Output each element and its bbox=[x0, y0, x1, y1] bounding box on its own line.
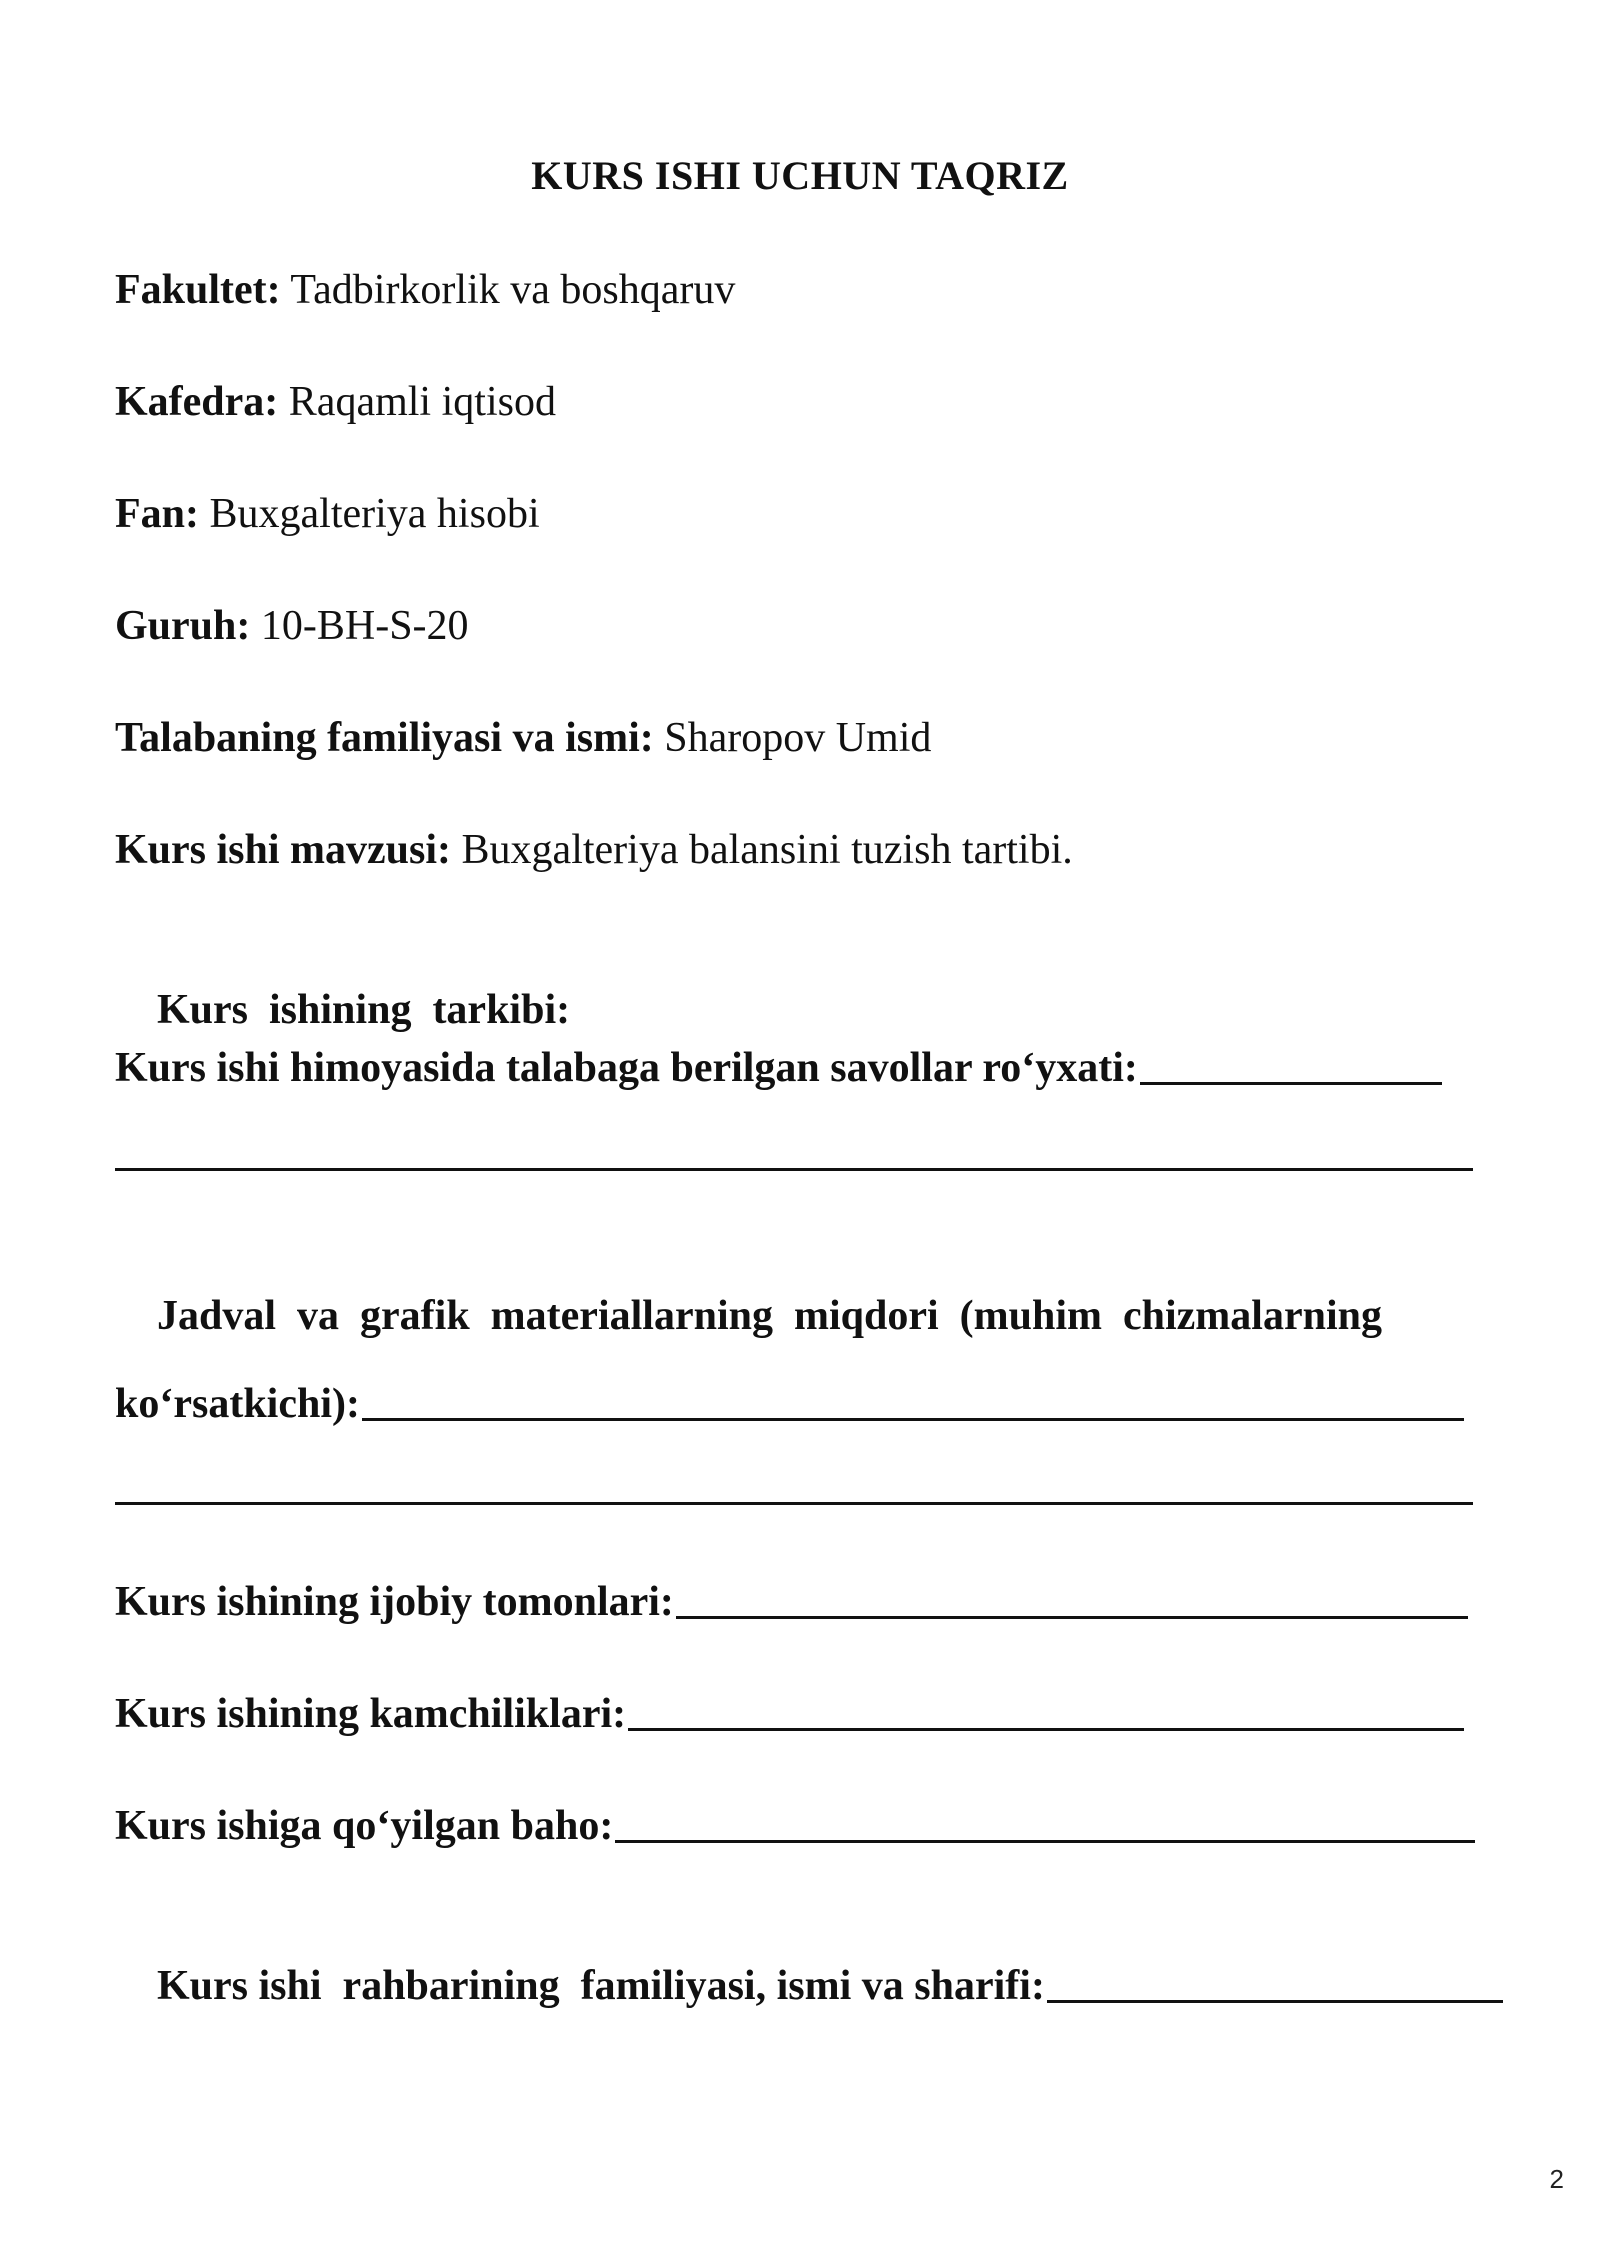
guruh-line bbox=[115, 602, 469, 650]
jadval-line-2 bbox=[115, 1380, 1464, 1428]
fakultet-line bbox=[115, 266, 735, 314]
baho-blank[interactable] bbox=[615, 1840, 1475, 1843]
mavzu-line bbox=[115, 826, 1073, 874]
tarkibi-label: Kurs ishining tarkibi: bbox=[157, 987, 571, 1033]
jadval-label-2: ko‘rsatkichi): bbox=[115, 1381, 360, 1427]
rahbar-blank[interactable] bbox=[1047, 2000, 1503, 2003]
guruh-value: 10-BH-S-20 bbox=[260, 603, 469, 649]
baho-line bbox=[115, 1802, 1475, 1850]
fan-label: Fan: bbox=[115, 491, 199, 537]
savollar-label: Kurs ishi himoyasida talabaga berilgan savollar ro‘yxati: bbox=[115, 1045, 1138, 1091]
rahbar-label: Kurs ishi rahbarining familiyasi, ismi va sharifi: bbox=[157, 1963, 1045, 2009]
kafedra-label: Kafedra: bbox=[115, 379, 279, 425]
talaba-line bbox=[115, 714, 931, 762]
mavzu-value: Buxgalteriya balansini tuzish tartibi. bbox=[461, 827, 1073, 873]
fakultet-value: Tadbirkorlik va boshqaruv bbox=[290, 267, 736, 313]
kafedra-value: Raqamli iqtisod bbox=[288, 379, 556, 425]
jadval-blank[interactable] bbox=[362, 1418, 1464, 1421]
savollar-line bbox=[115, 1044, 1442, 1092]
jadval-label-1: Jadval va grafik materiallarning miqdori (muhim chizmalarning bbox=[157, 1293, 1382, 1339]
guruh-label: Guruh: bbox=[115, 603, 251, 649]
kamchiliklar-line bbox=[115, 1690, 1464, 1738]
rahbar-line bbox=[115, 1914, 1503, 2058]
baho-label: Kurs ishiga qo‘yilgan baho: bbox=[115, 1803, 614, 1849]
fan-value: Buxgalteriya hisobi bbox=[209, 491, 540, 537]
jadval-blank-line-2[interactable] bbox=[115, 1502, 1473, 1505]
document-title: KURS ISHI UCHUN TAQRIZ bbox=[531, 153, 1069, 198]
talaba-value: Sharopov Umid bbox=[664, 715, 932, 761]
savollar-blank[interactable] bbox=[1140, 1082, 1442, 1085]
kafedra-line bbox=[115, 378, 556, 426]
kamchiliklar-blank[interactable] bbox=[628, 1728, 1464, 1731]
ijobiy-label: Kurs ishining ijobiy tomonlari: bbox=[115, 1579, 674, 1625]
mavzu-label: Kurs ishi mavzusi: bbox=[115, 827, 452, 873]
fakultet-label: Fakultet: bbox=[115, 267, 281, 313]
ijobiy-line bbox=[115, 1578, 1468, 1626]
jadval-line-1 bbox=[115, 1244, 1382, 1388]
page-number: 2 bbox=[1549, 2164, 1564, 2194]
savollar-blank-line-2[interactable] bbox=[115, 1168, 1473, 1171]
talaba-label: Talabaning familiyasi va ismi: bbox=[115, 715, 654, 761]
ijobiy-blank[interactable] bbox=[676, 1616, 1468, 1619]
kamchiliklar-label: Kurs ishining kamchiliklari: bbox=[115, 1691, 627, 1737]
fan-line bbox=[115, 490, 540, 538]
